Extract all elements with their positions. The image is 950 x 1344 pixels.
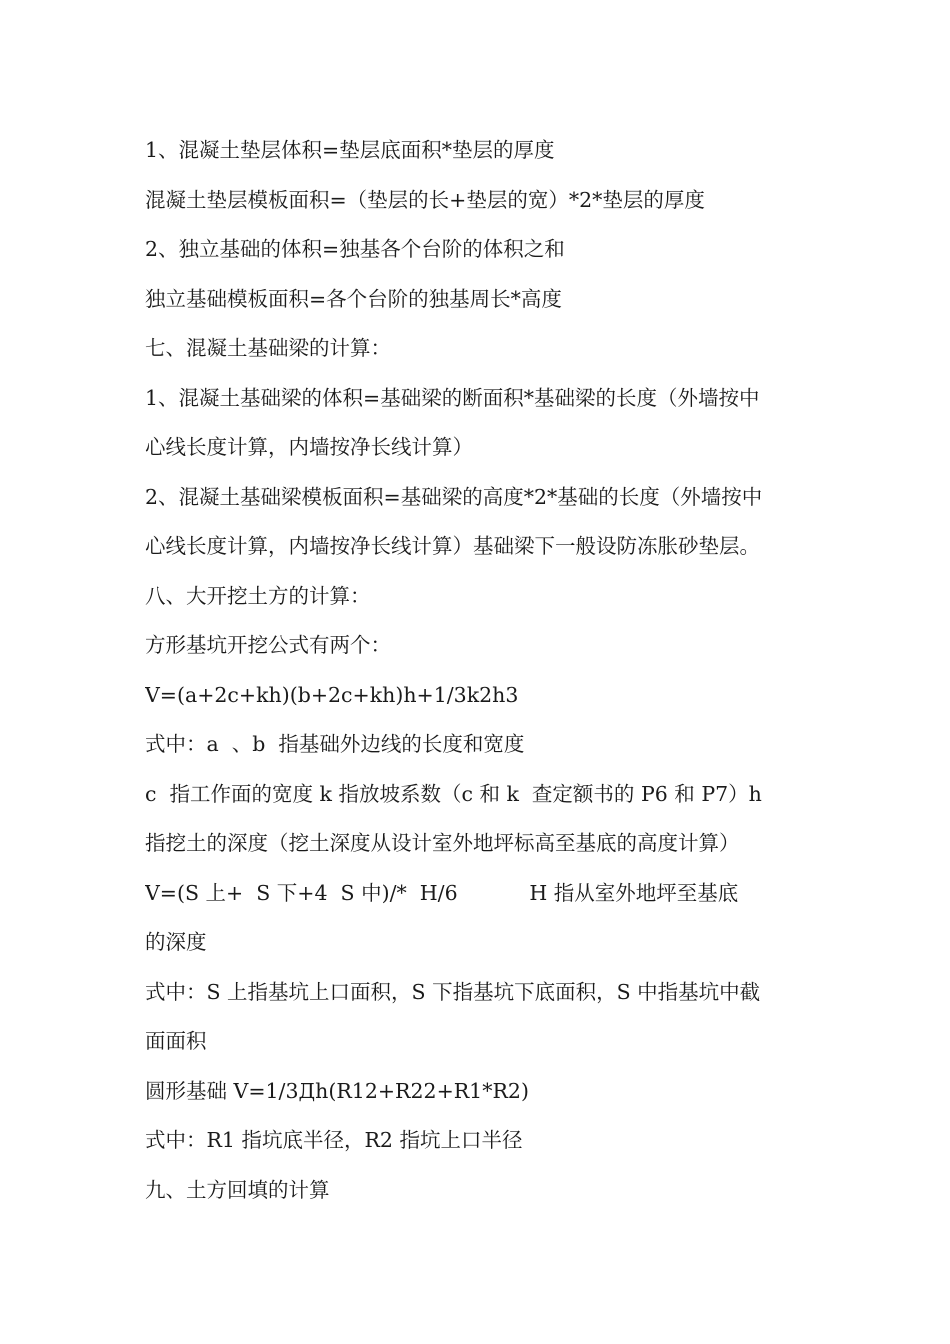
- text-line: 指挖土的深度（挖土深度从设计室外地坪标高至基底的高度计算）: [145, 831, 740, 855]
- text-line: 的深度: [145, 930, 207, 954]
- section-heading: 七、混凝土基础梁的计算：: [145, 336, 391, 360]
- text-line: 混凝土垫层模板面积=（垫层的长+垫层的宽）*2*垫层的厚度: [145, 187, 705, 212]
- text-line: 独立基础模板面积=各个台阶的独基周长*高度: [145, 286, 562, 311]
- section-heading: 九、土方回填的计算: [145, 1177, 330, 1202]
- text-line: 2、独立基础的体积=独基各个台阶的体积之和: [145, 237, 565, 261]
- text-line: 方形基坑开挖公式有两个：: [145, 633, 391, 657]
- text-line: 1、混凝土垫层体积=垫层底面积*垫层的厚度: [145, 138, 555, 162]
- text-line: 心线长度计算，内墙按净长线计算）: [145, 435, 473, 459]
- section-heading: 八、大开挖土方的计算：: [145, 583, 371, 608]
- formula-line: V=(S 上+ S 下+4 S 中)/* H/6 H 指从室外地坪至基底: [145, 880, 739, 905]
- document-body: [145, 126, 815, 1215]
- text-line: 式中：a 、b 指基础外边线的长度和宽度: [145, 732, 525, 756]
- formula-line: V=(a+2c+kh)(b+2c+kh)h+1/3k2h3: [145, 682, 519, 707]
- text-line: 1、混凝土基础梁的体积=基础梁的断面积*基础梁的长度（外墙按中: [145, 385, 760, 410]
- text-line: 面面积: [145, 1029, 207, 1053]
- formula-line: 圆形基础 V=1/3Дh(R12+R22+R1*R2): [145, 1078, 529, 1103]
- text-line: 式中：R1 指坑底半径，R2 指坑上口半径: [145, 1128, 523, 1152]
- text-line: 2、混凝土基础梁模板面积=基础梁的高度*2*基础的长度（外墙按中: [145, 484, 763, 509]
- text-line: 心线长度计算，内墙按净长线计算）基础梁下一般设防冻胀砂垫层。: [145, 534, 760, 558]
- text-line: c 指工作面的宽度 k 指放坡系数（c 和 k 查定额书的 P6 和 P7）h: [145, 781, 762, 806]
- text-line: 式中：S 上指基坑上口面积，S 下指基坑下底面积，S 中指基坑中截: [145, 979, 761, 1004]
